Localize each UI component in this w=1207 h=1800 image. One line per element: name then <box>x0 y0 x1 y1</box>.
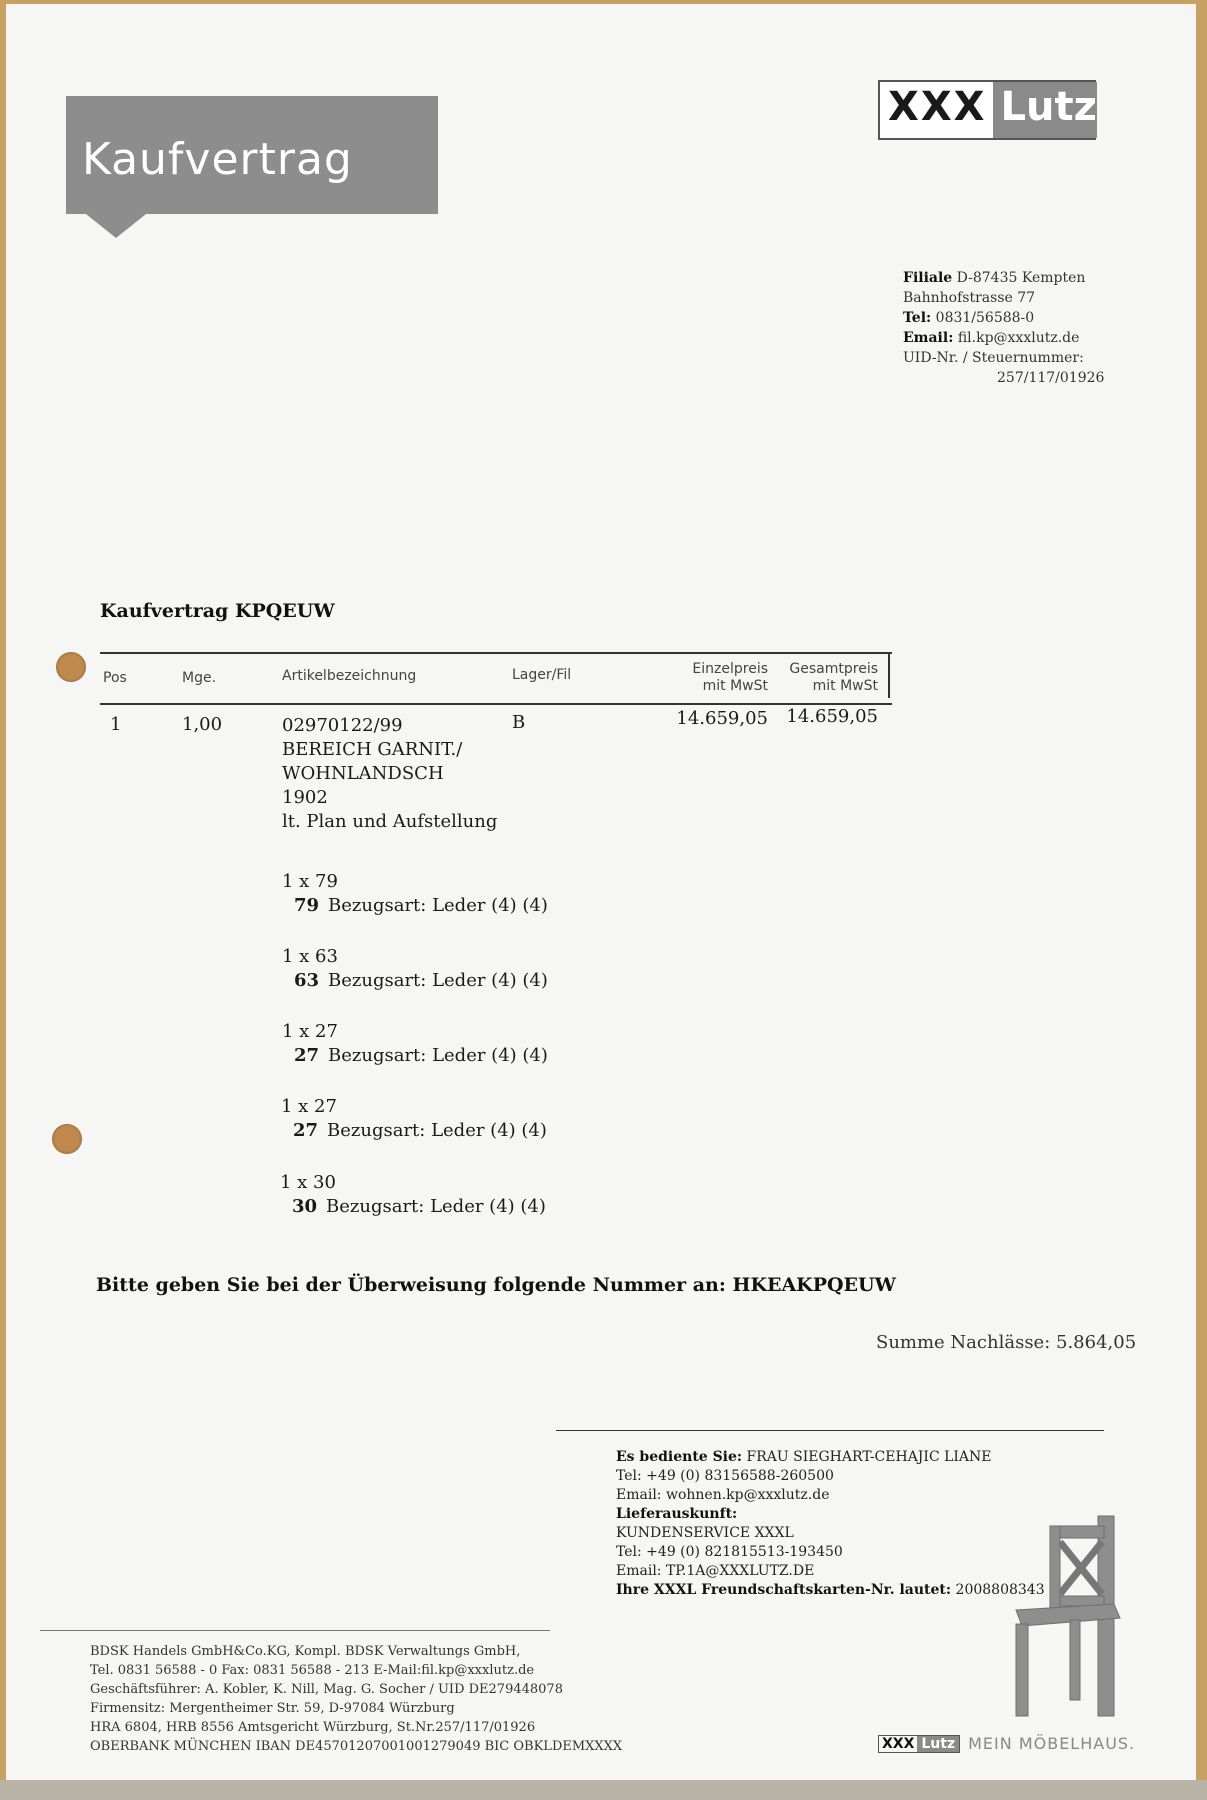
col-total-price <box>778 661 878 695</box>
service-contact <box>616 1448 1045 1600</box>
col-unit-price-line1: Einzelpreis <box>692 661 768 677</box>
footer-line: Tel. 0831 56588 - 0 Fax: 0831 56588 - 213 E-Mail:fil.kp@xxxlutz.de <box>90 1663 535 1678</box>
component-block <box>282 1020 548 1068</box>
component-code: 30 <box>292 1196 318 1217</box>
item-line: WOHNLANDSCH <box>282 763 444 784</box>
component-block <box>280 1171 546 1219</box>
component-code: 63 <box>294 970 320 991</box>
served-label: Es bediente Sie: <box>616 1449 743 1465</box>
item-line: BEREICH GARNIT./ <box>282 739 463 760</box>
slogan: MEIN MÖBELHAUS. <box>968 1734 1136 1753</box>
col-total-price-line2: mit MwSt <box>812 678 878 694</box>
delivery-tel: Tel: +49 (0) 821815513-193450 <box>616 1544 843 1560</box>
col-pos: Pos <box>103 670 127 686</box>
uid-value: 257/117/01926 <box>997 370 1105 386</box>
service-tel: Tel: +49 (0) 83156588-260500 <box>616 1468 834 1484</box>
branch-email-label: Email: <box>903 330 954 346</box>
component-head: 1 x 27 <box>281 1096 337 1117</box>
footer-logo <box>878 1735 960 1753</box>
page-title: Kaufvertrag <box>82 134 353 185</box>
col-unit-price-line2: mit MwSt <box>702 678 768 694</box>
paper-edge <box>0 1780 1207 1800</box>
branch-tel-label: Tel: <box>903 310 932 326</box>
component-block <box>282 870 548 918</box>
table-corner-rule <box>888 654 890 698</box>
component-head: 1 x 79 <box>282 871 338 892</box>
component-block <box>282 945 548 993</box>
delivery-name: KUNDENSERVICE XXXL <box>616 1525 794 1541</box>
company-logo <box>878 80 1096 140</box>
service-email: Email: wohnen.kp@xxxlutz.de <box>616 1487 830 1503</box>
component-head: 1 x 30 <box>280 1172 336 1193</box>
footer-line: OBERBANK MÜNCHEN IBAN DE45701207001001279049 BIC OBKLDEMXXXX <box>90 1739 623 1754</box>
footer-line: Firmensitz: Mergentheimer Str. 59, D-97084 Würzburg <box>90 1701 455 1716</box>
component-desc: Bezugsart: Leder (4) (4) <box>328 970 548 991</box>
item-line: 1902 <box>282 787 328 808</box>
col-total-price-line1: Gesamtpreis <box>789 661 878 677</box>
component-head: 1 x 27 <box>282 1021 338 1042</box>
table-header-rule <box>100 703 892 705</box>
component-code: 27 <box>293 1120 319 1141</box>
service-rule <box>556 1430 1104 1431</box>
brand-footer <box>878 1734 1135 1753</box>
component-desc: Bezugsart: Leder (4) (4) <box>326 1196 546 1217</box>
branch-info <box>903 268 1104 388</box>
punch-hole <box>52 1124 82 1154</box>
logo-xxx: XXX <box>888 84 987 130</box>
delivery-email: Email: TP.1A@XXXLUTZ.DE <box>616 1563 815 1579</box>
transfer-notice: Bitte geben Sie bei der Überweisung folgende Nummer an: HKEAKPQEUW <box>96 1274 896 1296</box>
chair-icon <box>1012 1512 1152 1727</box>
table-top-rule <box>100 652 892 654</box>
footer-line: HRA 6804, HRB 8556 Amtsgericht Würzburg, St.Nr.257/117/01926 <box>90 1720 536 1735</box>
uid-label: UID-Nr. / Steuernummer: <box>903 350 1084 366</box>
col-store: Lager/Fil <box>512 667 572 683</box>
footer-line: BDSK Handels GmbH&Co.KG, Kompl. BDSK Verwaltungs GmbH, <box>90 1644 521 1659</box>
card-label: Ihre XXXL Freundschaftskarten-Nr. lautet: <box>616 1582 952 1598</box>
item-qty: 1,00 <box>182 714 223 735</box>
branch-street: Bahnhofstrasse 77 <box>903 290 1036 306</box>
filiale-value: D-87435 Kempten <box>956 270 1086 286</box>
component-desc: Bezugsart: Leder (4) (4) <box>328 1045 548 1066</box>
company-footer <box>90 1642 622 1756</box>
punch-hole <box>56 652 86 682</box>
item-pos: 1 <box>110 714 122 735</box>
delivery-label: Lieferauskunft: <box>616 1506 738 1522</box>
footer-rule <box>40 1630 550 1631</box>
component-desc: Bezugsart: Leder (4) (4) <box>327 1120 547 1141</box>
filiale-label: Filiale <box>903 270 953 286</box>
component-code: 27 <box>294 1045 320 1066</box>
footer-logo-lutz: Lutz <box>917 1736 959 1752</box>
col-article: Artikelbezeichnung <box>282 668 417 684</box>
component-block <box>281 1095 547 1143</box>
footer-logo-xxx: XXX <box>882 1735 915 1752</box>
component-desc: Bezugsart: Leder (4) (4) <box>328 895 548 916</box>
component-head: 1 x 63 <box>282 946 338 967</box>
item-unit-price: 14.659,05 <box>676 708 768 729</box>
item-store: B <box>512 712 526 733</box>
discount-sum: Summe Nachlässe: 5.864,05 <box>876 1332 1137 1353</box>
item-total-price: 14.659,05 <box>786 706 878 727</box>
banner-pointer <box>86 214 146 238</box>
logo-lutz: Lutz <box>993 82 1097 138</box>
footer-line: Geschäftsführer: A. Kobler, K. Nill, Mag. G. Socher / UID DE279448078 <box>90 1682 563 1697</box>
served-value: FRAU SIEGHART-CEHAJIC LIANE <box>746 1449 992 1465</box>
item-description <box>282 714 497 834</box>
branch-tel: 0831/56588-0 <box>935 310 1035 326</box>
item-article-number: 02970122/99 <box>282 715 403 736</box>
item-line: lt. Plan und Aufstellung <box>282 811 498 832</box>
branch-email: fil.kp@xxxlutz.de <box>957 330 1080 346</box>
col-unit-price <box>672 661 768 695</box>
title-banner <box>66 96 438 214</box>
card-value: 2008808343 <box>955 1582 1045 1598</box>
component-code: 79 <box>294 895 320 916</box>
contract-heading: Kaufvertrag KPQEUW <box>100 600 335 622</box>
col-qty: Mge. <box>182 670 217 686</box>
